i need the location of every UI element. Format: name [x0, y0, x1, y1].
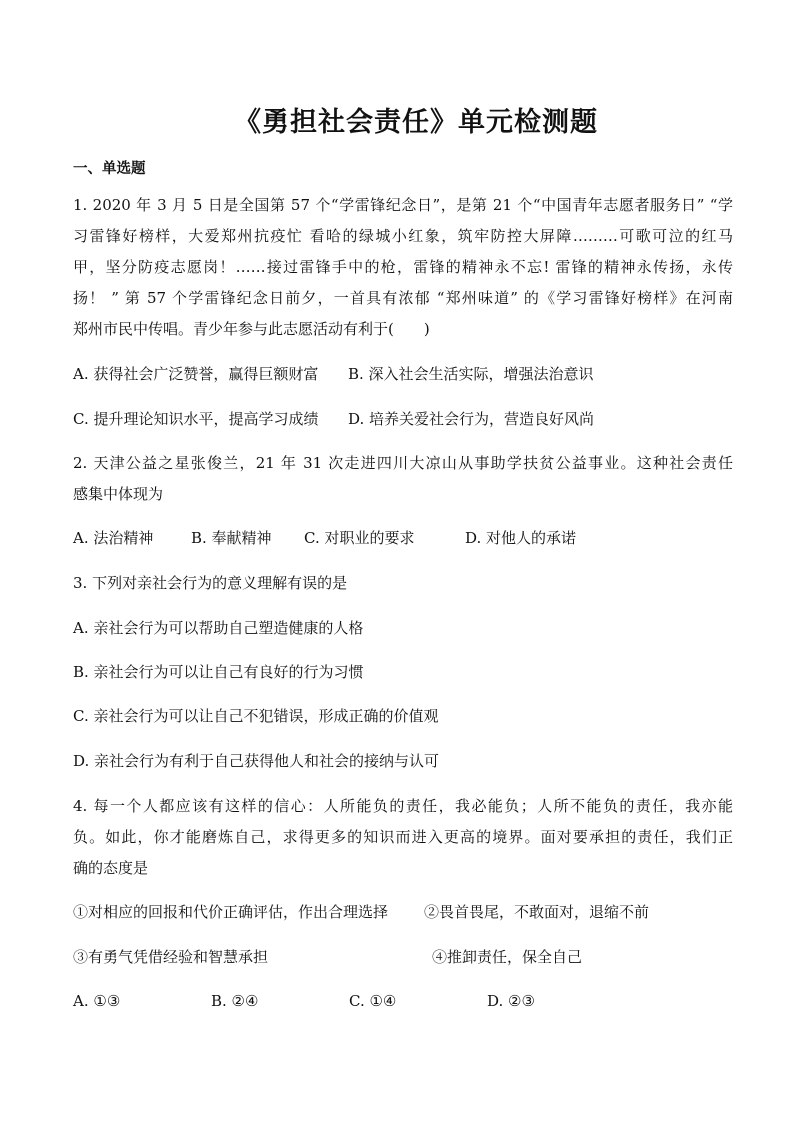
question-1-option-b: B. 深入社会生活实际，增强法治意识 [348, 365, 594, 383]
page-title: 《勇担社会责任》单元检测题 [234, 107, 598, 138]
question-2-option-b: B. 奉献精神 [191, 529, 272, 547]
question-3-line-1: 3. 下列对亲社会行为的意义理解有误的是 [73, 574, 348, 592]
question-4-option-a: A. ①③ [73, 992, 121, 1010]
question-4-option-c: C. ①④ [349, 992, 397, 1010]
question-2-option-c: C. 对职业的要求 [304, 529, 415, 547]
question-3-option-b: B. 亲社会行为可以让自己有良好的行为习惯 [73, 663, 364, 681]
question-4-option-d: D. ②③ [487, 992, 535, 1010]
question-2-line-1: 2. 天津公益之星张俊兰，21 年 31 次走进四川大凉山从事助学扶贫公益事业。这种社会责任 [73, 454, 733, 472]
question-3-option-d: D. 亲社会行为有利于自己获得他人和社会的接纳与认可 [73, 752, 440, 770]
question-4-line-1: 4. 每一个人都应该有这样的信心：人所能负的责任，我必能负；人所不能负的责任，我亦能 [73, 797, 733, 815]
question-3-option-a: A. 亲社会行为可以帮助自己塑造健康的人格 [73, 619, 364, 637]
question-4-line-3: 确的态度是 [73, 859, 149, 877]
question-4-statement-1: ①对相应的回报和代价正确评估，作出合理选择 [73, 903, 389, 921]
question-4-statement-2: ②畏首畏尾，不敢面对，退缩不前 [424, 903, 650, 921]
question-1-option-a: A. 获得社会广泛赞誉，赢得巨额财富 [73, 365, 319, 383]
question-4-option-b: B. ②④ [211, 992, 259, 1010]
question-1-option-d: D. 培养关爱社会行为，营造良好风尚 [348, 410, 595, 428]
question-4-line-2: 负。如此，你才能磨炼自己，求得更多的知识而进入更高的境界。面对要承担的责任，我们正 [73, 828, 733, 846]
question-4-statement-4: ④推卸责任，保全自己 [432, 948, 583, 966]
question-3-option-c: C. 亲社会行为可以让自己不犯错误，形成正确的价值观 [73, 707, 439, 725]
question-1-line-2: 习雷锋好榜样，大爱郑州抗疫忙 看哈的绿城小红象，筑牢防控大屏障………可歌可泣的红马 [73, 227, 733, 245]
section-heading: 一、单选题 [73, 161, 146, 177]
question-1-option-c: C. 提升理论知识水平，提高学习成绩 [73, 410, 319, 428]
question-2-option-d: D. 对他人的承诺 [465, 529, 577, 547]
question-1-line-5: 郑州市民中传唱。青少年参与此志愿活动有利于( ) [73, 320, 430, 338]
question-2-option-a: A. 法治精神 [73, 529, 154, 547]
question-4-statement-3: ③有勇气凭借经验和智慧承担 [73, 948, 269, 966]
question-1-line-4: 扬！ ” 第 57 个学雷锋纪念日前夕，一首具有浓郁 “郑州味道” 的《学习雷锋好榜样》在河南 [73, 289, 733, 307]
question-1-line-1: 1. 2020 年 3 月 5 日是全国第 57 个“学雷锋纪念日”，是第 21 个“中国青年志愿者服务日” “学 [73, 196, 733, 214]
question-2-line-2: 感集中体现为 [73, 485, 164, 503]
question-1-line-3: 甲，坚分防疫志愿岗！……接过雷锋手中的枪，雷锋的精神永不忘! 雷锋的精神永传扬，永传 [73, 258, 733, 276]
